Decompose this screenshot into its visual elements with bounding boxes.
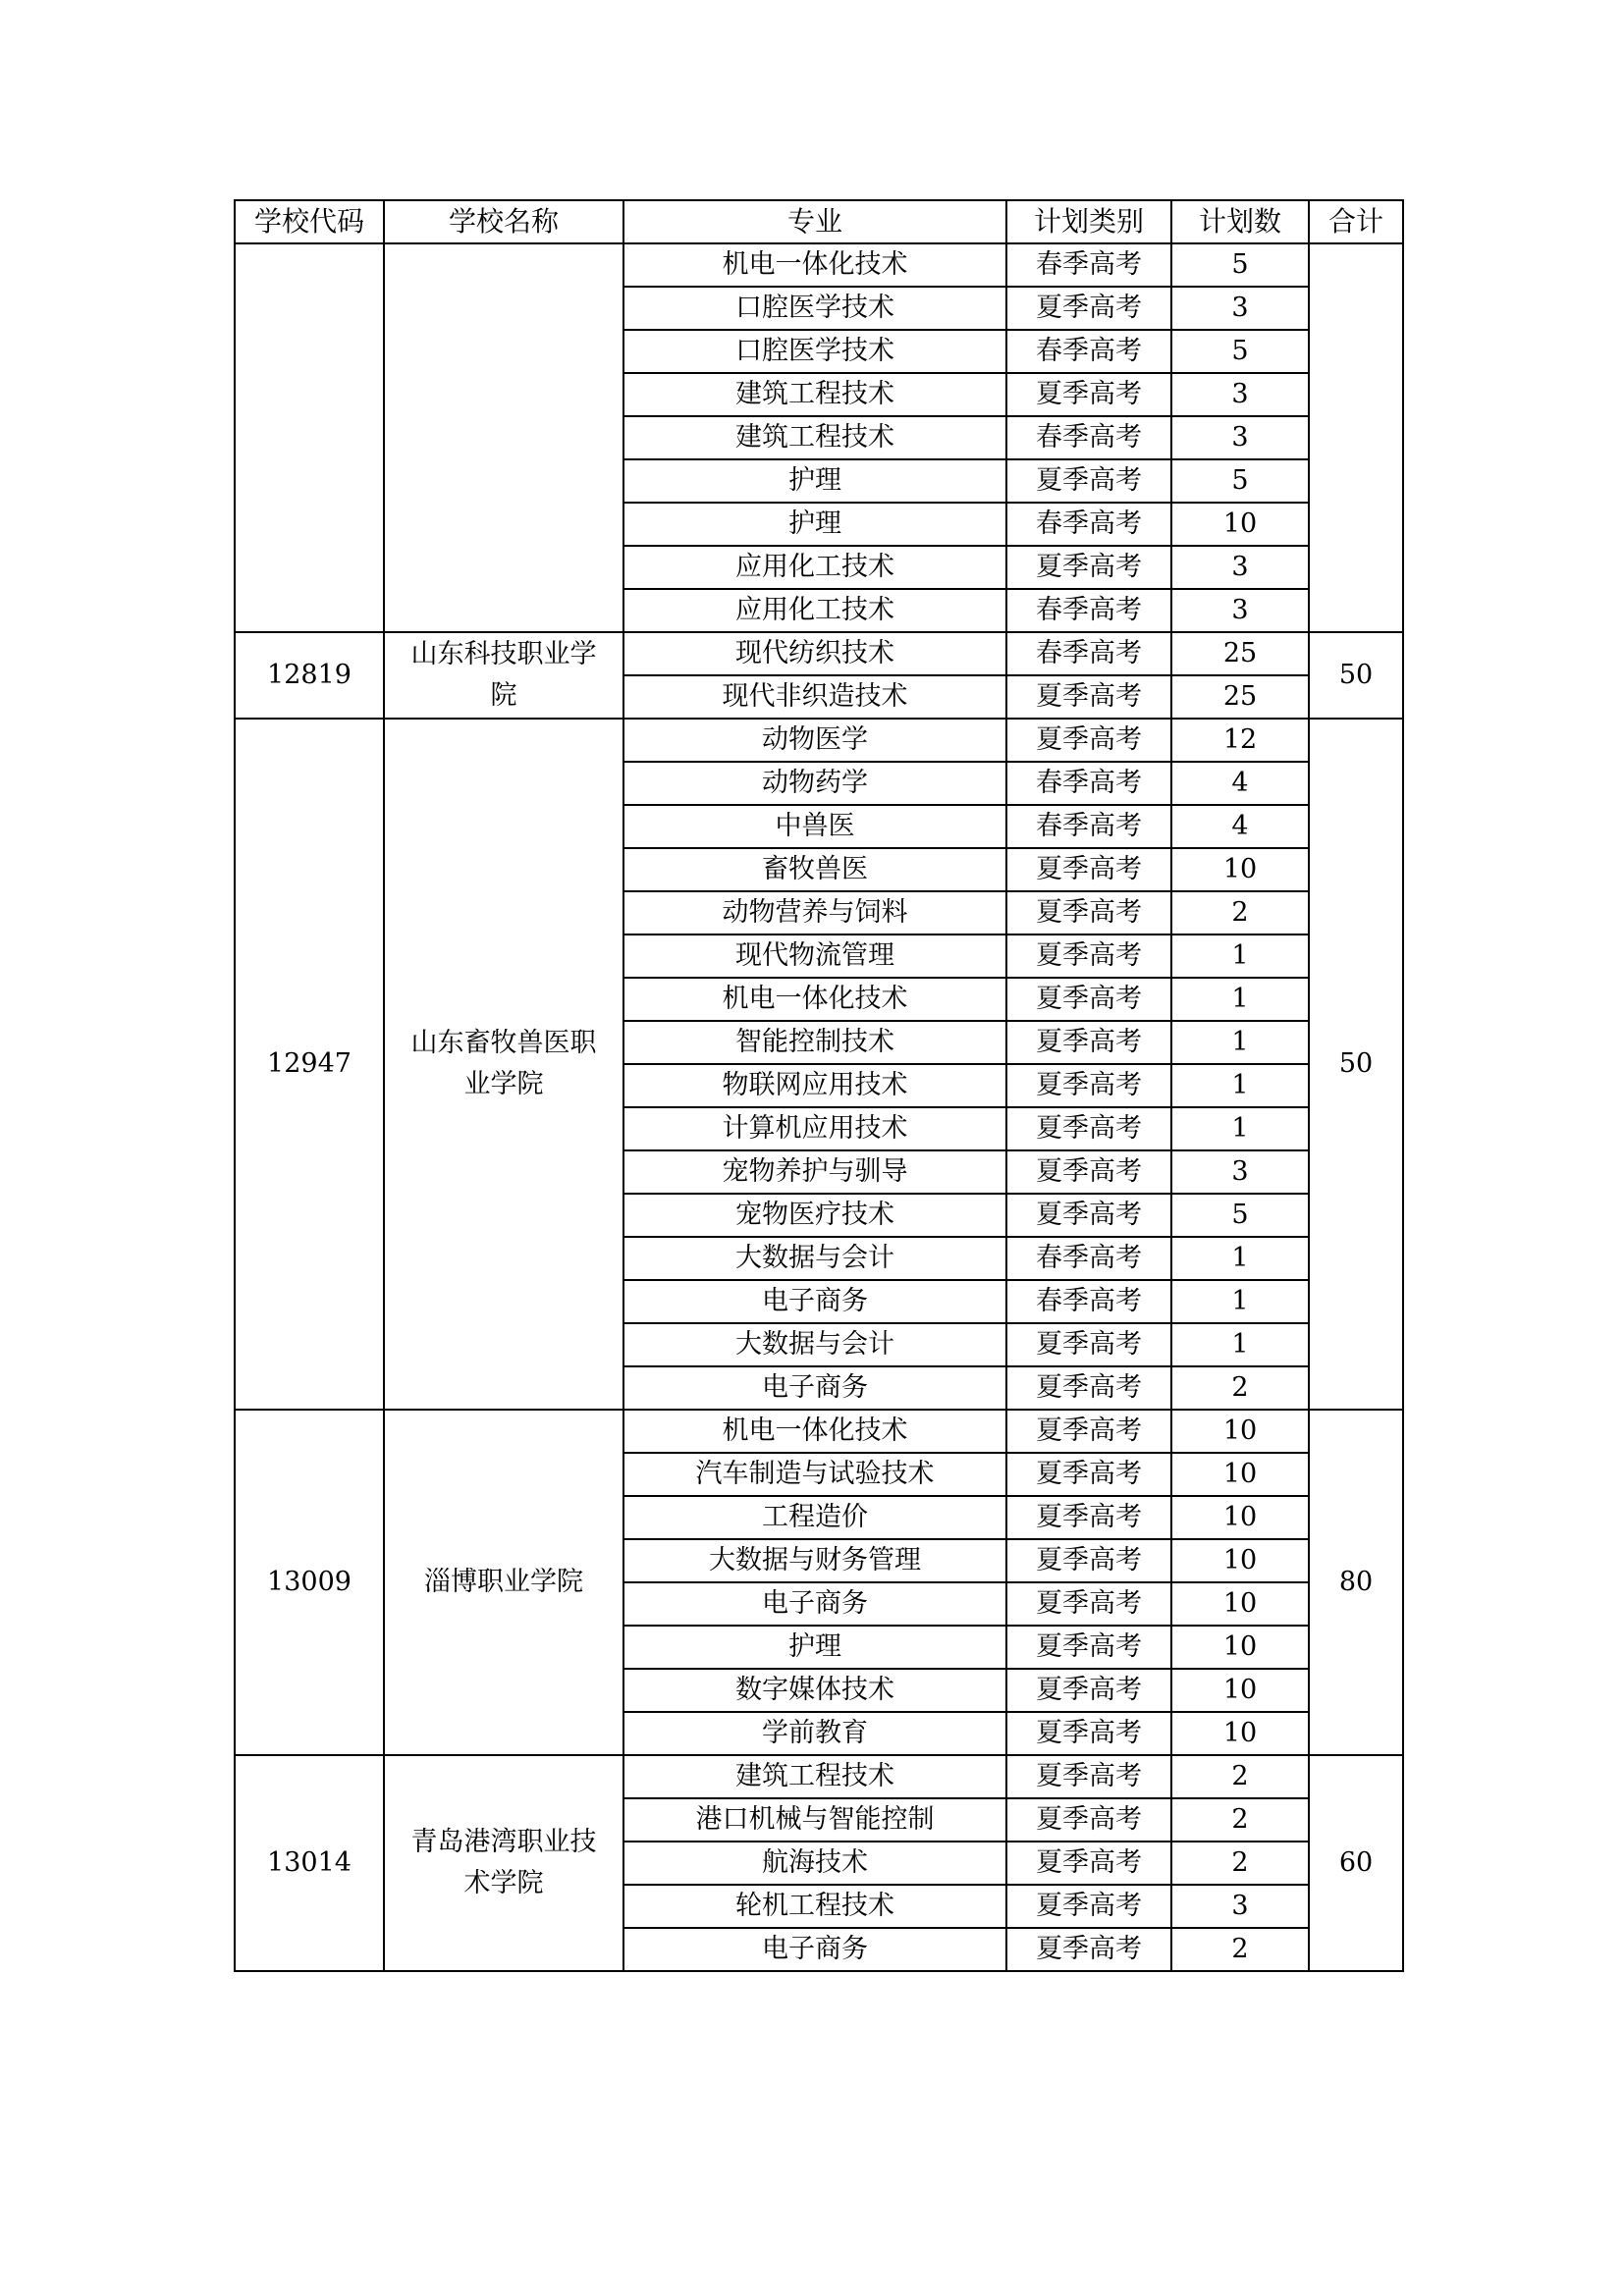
- table-header: [235, 200, 1403, 243]
- major-cell: 物联网应用技术: [623, 1064, 1006, 1107]
- plan-category-cell: 夏季高考: [1006, 1410, 1171, 1453]
- plan-count-cell: 1: [1171, 1107, 1309, 1150]
- school-code-cell: 12819: [235, 632, 384, 719]
- plan-category-cell: 夏季高考: [1006, 1669, 1171, 1712]
- table-row: [235, 1755, 1403, 1798]
- plan-count-cell: 10: [1171, 1669, 1309, 1712]
- plan-count-cell: 25: [1171, 675, 1309, 719]
- table-row: [235, 1410, 1403, 1453]
- table-body: [235, 243, 1403, 1971]
- major-cell: 港口机械与智能控制: [623, 1798, 1006, 1842]
- plan-category-cell: 夏季高考: [1006, 1539, 1171, 1582]
- school-name-cell: 青岛港湾职业技术学院: [384, 1755, 623, 1971]
- plan-category-cell: 夏季高考: [1006, 891, 1171, 934]
- plan-count-cell: 3: [1171, 1150, 1309, 1194]
- plan-category-cell: 夏季高考: [1006, 1842, 1171, 1885]
- major-cell: 宠物养护与驯导: [623, 1150, 1006, 1194]
- plan-category-cell: 夏季高考: [1006, 1453, 1171, 1496]
- plan-count-cell: 2: [1171, 1755, 1309, 1798]
- school-name-cell: 山东科技职业学院: [384, 632, 623, 719]
- plan-count-cell: 2: [1171, 1928, 1309, 1971]
- major-cell: 学前教育: [623, 1712, 1006, 1755]
- major-cell: 宠物医疗技术: [623, 1194, 1006, 1237]
- major-cell: 电子商务: [623, 1928, 1006, 1971]
- plan-count-cell: 5: [1171, 1194, 1309, 1237]
- major-cell: 护理: [623, 503, 1006, 546]
- plan-count-cell: 1: [1171, 1021, 1309, 1064]
- major-cell: 大数据与会计: [623, 1237, 1006, 1280]
- school-name-cell: [384, 243, 623, 632]
- plan-count-cell: 10: [1171, 1582, 1309, 1626]
- plan-count-cell: 5: [1171, 243, 1309, 287]
- plan-count-cell: 2: [1171, 891, 1309, 934]
- plan-category-cell: 夏季高考: [1006, 1323, 1171, 1366]
- major-cell: 机电一体化技术: [623, 1410, 1006, 1453]
- plan-category-cell: 夏季高考: [1006, 1107, 1171, 1150]
- plan-count-cell: 10: [1171, 1496, 1309, 1539]
- major-cell: 机电一体化技术: [623, 243, 1006, 287]
- header-plan-category: 计划类别: [1006, 200, 1171, 243]
- table-row: [235, 243, 1403, 287]
- plan-count-cell: 1: [1171, 1323, 1309, 1366]
- plan-count-cell: 4: [1171, 762, 1309, 805]
- plan-category-cell: 夏季高考: [1006, 1928, 1171, 1971]
- plan-count-cell: 10: [1171, 848, 1309, 891]
- header-school-name: 学校名称: [384, 200, 623, 243]
- major-cell: 动物医学: [623, 719, 1006, 762]
- major-cell: 现代纺织技术: [623, 632, 1006, 675]
- plan-count-cell: 3: [1171, 373, 1309, 416]
- plan-category-cell: 春季高考: [1006, 632, 1171, 675]
- plan-count-cell: 5: [1171, 330, 1309, 373]
- plan-count-cell: 25: [1171, 632, 1309, 675]
- plan-category-cell: 夏季高考: [1006, 1798, 1171, 1842]
- plan-category-cell: 夏季高考: [1006, 1194, 1171, 1237]
- plan-category-cell: 夏季高考: [1006, 1885, 1171, 1928]
- plan-category-cell: 夏季高考: [1006, 459, 1171, 503]
- plan-count-cell: 10: [1171, 1712, 1309, 1755]
- plan-count-cell: 2: [1171, 1798, 1309, 1842]
- plan-count-cell: 10: [1171, 1453, 1309, 1496]
- school-code-cell: 12947: [235, 719, 384, 1410]
- plan-category-cell: 春季高考: [1006, 243, 1171, 287]
- plan-category-cell: 春季高考: [1006, 330, 1171, 373]
- plan-category-cell: 春季高考: [1006, 1280, 1171, 1323]
- plan-category-cell: 春季高考: [1006, 589, 1171, 632]
- plan-category-cell: 夏季高考: [1006, 1755, 1171, 1798]
- plan-count-cell: 3: [1171, 416, 1309, 459]
- plan-category-cell: 夏季高考: [1006, 1712, 1171, 1755]
- header-plan-count: 计划数: [1171, 200, 1309, 243]
- school-code-cell: 13014: [235, 1755, 384, 1971]
- major-cell: 护理: [623, 1626, 1006, 1669]
- plan-category-cell: 夏季高考: [1006, 1064, 1171, 1107]
- major-cell: 护理: [623, 459, 1006, 503]
- plan-category-cell: 春季高考: [1006, 1237, 1171, 1280]
- school-total-cell: [1309, 243, 1403, 632]
- plan-count-cell: 10: [1171, 1539, 1309, 1582]
- plan-count-cell: 3: [1171, 589, 1309, 632]
- plan-category-cell: 夏季高考: [1006, 1366, 1171, 1410]
- plan-category-cell: 夏季高考: [1006, 546, 1171, 589]
- plan-category-cell: 春季高考: [1006, 805, 1171, 848]
- header-school-code: 学校代码: [235, 200, 384, 243]
- major-cell: 动物药学: [623, 762, 1006, 805]
- major-cell: 口腔医学技术: [623, 287, 1006, 330]
- plan-count-cell: 3: [1171, 546, 1309, 589]
- plan-category-cell: 春季高考: [1006, 762, 1171, 805]
- header-major: 专业: [623, 200, 1006, 243]
- major-cell: 动物营养与饲料: [623, 891, 1006, 934]
- plan-count-cell: 2: [1171, 1842, 1309, 1885]
- major-cell: 电子商务: [623, 1366, 1006, 1410]
- major-cell: 现代非织造技术: [623, 675, 1006, 719]
- school-code-cell: 13009: [235, 1410, 384, 1755]
- plan-count-cell: 3: [1171, 287, 1309, 330]
- major-cell: 航海技术: [623, 1842, 1006, 1885]
- school-total-cell: 50: [1309, 632, 1403, 719]
- major-cell: 电子商务: [623, 1582, 1006, 1626]
- major-cell: 大数据与会计: [623, 1323, 1006, 1366]
- major-cell: 汽车制造与试验技术: [623, 1453, 1006, 1496]
- major-cell: 建筑工程技术: [623, 416, 1006, 459]
- plan-count-cell: 10: [1171, 1410, 1309, 1453]
- plan-count-cell: 1: [1171, 1237, 1309, 1280]
- plan-count-cell: 1: [1171, 1064, 1309, 1107]
- plan-category-cell: 夏季高考: [1006, 1626, 1171, 1669]
- school-name-cell: 山东畜牧兽医职业学院: [384, 719, 623, 1410]
- plan-category-cell: 夏季高考: [1006, 675, 1171, 719]
- plan-category-cell: 夏季高考: [1006, 1582, 1171, 1626]
- plan-count-cell: 1: [1171, 1280, 1309, 1323]
- plan-category-cell: 夏季高考: [1006, 719, 1171, 762]
- major-cell: 大数据与财务管理: [623, 1539, 1006, 1582]
- major-cell: 建筑工程技术: [623, 1755, 1006, 1798]
- plan-category-cell: 春季高考: [1006, 416, 1171, 459]
- header-row: [235, 200, 1403, 243]
- plan-count-cell: 1: [1171, 978, 1309, 1021]
- plan-category-cell: 夏季高考: [1006, 287, 1171, 330]
- major-cell: 建筑工程技术: [623, 373, 1006, 416]
- plan-category-cell: 夏季高考: [1006, 1021, 1171, 1064]
- school-total-cell: 60: [1309, 1755, 1403, 1971]
- plan-category-cell: 夏季高考: [1006, 848, 1171, 891]
- major-cell: 工程造价: [623, 1496, 1006, 1539]
- plan-count-cell: 10: [1171, 503, 1309, 546]
- header-total: 合计: [1309, 200, 1403, 243]
- plan-category-cell: 夏季高考: [1006, 1496, 1171, 1539]
- plan-count-cell: 2: [1171, 1366, 1309, 1410]
- major-cell: 数字媒体技术: [623, 1669, 1006, 1712]
- plan-count-cell: 1: [1171, 934, 1309, 978]
- plan-category-cell: 夏季高考: [1006, 934, 1171, 978]
- plan-category-cell: 夏季高考: [1006, 978, 1171, 1021]
- school-code-cell: [235, 243, 384, 632]
- major-cell: 轮机工程技术: [623, 1885, 1006, 1928]
- table-row: [235, 632, 1403, 675]
- major-cell: 应用化工技术: [623, 589, 1006, 632]
- plan-category-cell: 春季高考: [1006, 503, 1171, 546]
- school-total-cell: 80: [1309, 1410, 1403, 1755]
- school-total-cell: 50: [1309, 719, 1403, 1410]
- major-cell: 机电一体化技术: [623, 978, 1006, 1021]
- major-cell: 现代物流管理: [623, 934, 1006, 978]
- plan-count-cell: 4: [1171, 805, 1309, 848]
- plan-count-cell: 12: [1171, 719, 1309, 762]
- enrollment-plan-table: [234, 199, 1404, 1972]
- major-cell: 畜牧兽医: [623, 848, 1006, 891]
- plan-count-cell: 3: [1171, 1885, 1309, 1928]
- table-row: [235, 719, 1403, 762]
- school-name-cell: 淄博职业学院: [384, 1410, 623, 1755]
- major-cell: 应用化工技术: [623, 546, 1006, 589]
- plan-category-cell: 夏季高考: [1006, 373, 1171, 416]
- major-cell: 计算机应用技术: [623, 1107, 1006, 1150]
- major-cell: 口腔医学技术: [623, 330, 1006, 373]
- plan-count-cell: 10: [1171, 1626, 1309, 1669]
- major-cell: 智能控制技术: [623, 1021, 1006, 1064]
- major-cell: 中兽医: [623, 805, 1006, 848]
- plan-count-cell: 5: [1171, 459, 1309, 503]
- plan-category-cell: 夏季高考: [1006, 1150, 1171, 1194]
- major-cell: 电子商务: [623, 1280, 1006, 1323]
